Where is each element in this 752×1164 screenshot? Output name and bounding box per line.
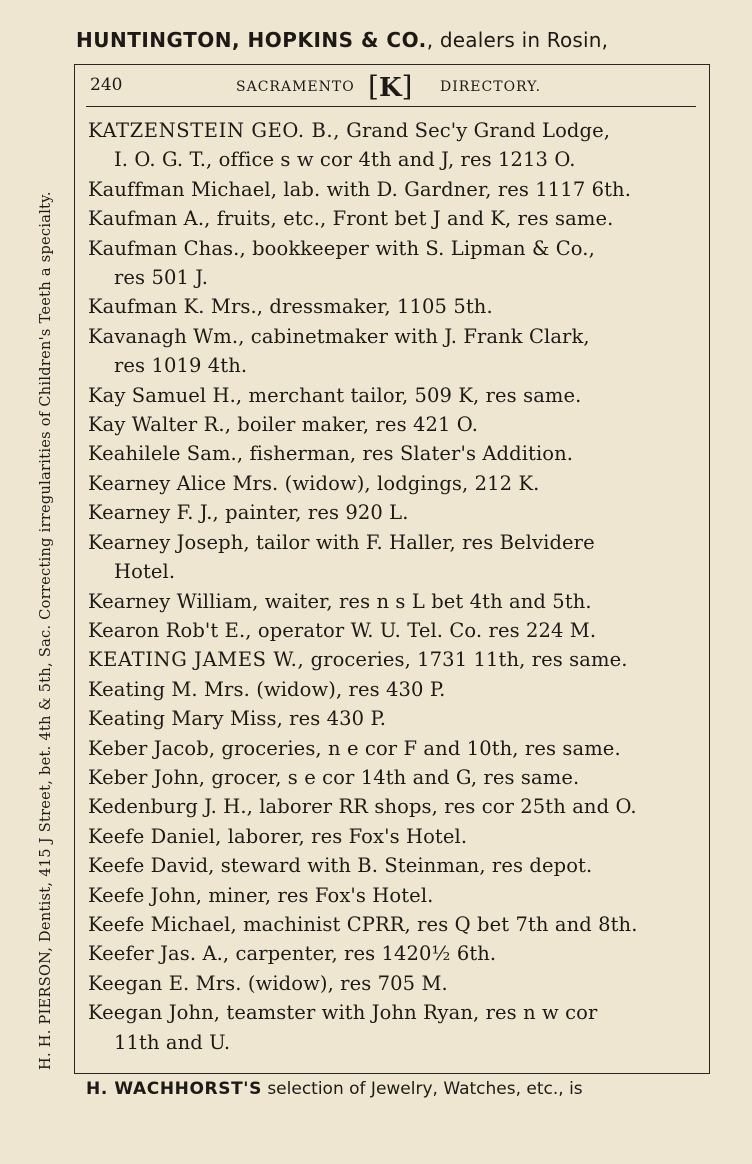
entry-text: (widow), res 705 M. xyxy=(241,971,448,995)
entry-name: Kaufman K. Mrs., xyxy=(88,295,264,319)
header-letter-box: [K] xyxy=(368,70,413,103)
entry-text: painter, res 920 L. xyxy=(218,501,409,525)
bottom-ad-text: selection of Jewelry, Watches, etc., is xyxy=(261,1079,583,1099)
directory-entry xyxy=(88,939,698,968)
directory-entry xyxy=(88,204,698,233)
directory-entry xyxy=(88,322,698,381)
entry-continuation: Hotel. xyxy=(114,560,176,584)
directory-entry xyxy=(88,763,698,792)
entry-continuation: I. O. G. T., office s w cor 4th and J, res 1213 O. xyxy=(114,148,576,172)
entry-name: Kay Samuel H., xyxy=(88,383,243,407)
entry-text: merchant tailor, 509 K, res same. xyxy=(242,383,582,407)
header-letter: K xyxy=(378,73,402,103)
directory-entry xyxy=(88,175,698,204)
entry-text: cabinetmaker with J. Frank Clark, xyxy=(244,324,590,348)
side-advertisement: H. H. PIERSON, Dentist, 415 J Street, bet. 4th & 5th, Sac. Correcting irregularities of Children's Teeth a specialty. xyxy=(38,191,54,1070)
directory-entry xyxy=(88,234,698,293)
directory-entry xyxy=(88,969,698,998)
entry-text: boiler maker, res 421 O. xyxy=(231,413,479,437)
entry-text: lab. with D. Gardner, res 1117 6th. xyxy=(277,177,632,201)
directory-entry xyxy=(88,645,698,674)
entry-text: (widow), lodgings, 212 K. xyxy=(278,471,540,495)
entry-text: miner, res Fox's Hotel. xyxy=(202,883,434,907)
entry-continuation: 11th and U. xyxy=(114,1030,231,1054)
entry-text: machinist CPRR, res Q bet 7th and 8th. xyxy=(236,912,638,936)
directory-entry xyxy=(88,881,698,910)
entry-continuation: res 501 J. xyxy=(114,266,208,290)
entry-name: Keegan John, xyxy=(88,1001,221,1025)
entry-text: laborer, res Fox's Hotel. xyxy=(221,824,468,848)
page-number: 240 xyxy=(90,75,123,95)
directory-entry xyxy=(88,587,698,616)
entry-text: Grand Sec'y Grand Lodge, xyxy=(340,119,611,142)
entry-name: Kearney William, xyxy=(88,589,259,613)
entry-text: operator W. U. Tel. Co. res 224 M. xyxy=(251,618,597,642)
header-city: SACRAMENTO xyxy=(236,79,355,95)
entry-name: Keefe John, xyxy=(88,883,203,907)
entry-text: tailor with F. Haller, res Belvidere xyxy=(249,530,595,554)
top-ad-company: HUNTINGTON, HOPKINS & CO. xyxy=(76,28,427,52)
entry-text: res 430 P. xyxy=(282,707,387,731)
entry-name: Keber Jacob, xyxy=(88,736,216,760)
entry-continuation: res 1019 4th. xyxy=(114,354,248,378)
directory-entry xyxy=(88,792,698,821)
entry-text: laborer RR shops, res cor 25th and O. xyxy=(252,795,637,819)
entry-text: fruits, etc., Front bet J and K, res same. xyxy=(210,207,614,231)
top-ad-text: , dealers in Rosin, xyxy=(426,28,609,52)
directory-entry xyxy=(88,439,698,468)
entry-text: carpenter, res 1420½ 6th. xyxy=(229,942,497,966)
entry-name: KATZENSTEIN GEO. B., xyxy=(88,119,340,142)
directory-entry xyxy=(88,528,698,587)
directory-entry xyxy=(88,498,698,527)
entry-text: (widow), res 430 P. xyxy=(249,677,446,701)
entry-name: Kay Walter R., xyxy=(88,413,231,437)
page-header xyxy=(86,70,696,107)
entry-text: groceries, 1731 11th, res same. xyxy=(304,648,628,672)
directory-entry xyxy=(88,616,698,645)
entry-text: grocer, s e cor 14th and G, res same. xyxy=(205,765,580,789)
entry-name: Keefe Michael, xyxy=(88,912,237,936)
header-directory: DIRECTORY. xyxy=(440,79,542,95)
entry-text: teamster with John Ryan, res n w cor xyxy=(220,1001,598,1025)
entry-name: Kearon Rob't E., xyxy=(88,618,252,642)
entry-name: Kavanagh Wm., xyxy=(88,324,245,348)
directory-entry xyxy=(88,851,698,880)
entry-text: fisherman, res Slater's Addition. xyxy=(243,442,574,466)
entry-text: groceries, n e cor F and 10th, res same. xyxy=(215,736,621,760)
entry-name: Kearney Joseph, xyxy=(88,530,250,554)
bottom-ad-company: H. WACHHORST'S xyxy=(86,1079,262,1099)
top-advertisement xyxy=(76,28,736,52)
directory-entry xyxy=(88,410,698,439)
directory-entry xyxy=(88,675,698,704)
directory-entry xyxy=(88,822,698,851)
entry-name: Keahilele Sam., xyxy=(88,442,244,466)
entry-name: Kauffman Michael, xyxy=(88,177,278,201)
entry-name: Kearney F. J., xyxy=(88,501,219,525)
directory-entry xyxy=(88,292,698,321)
directory-entries xyxy=(88,116,698,1057)
directory-entry xyxy=(88,704,698,733)
entry-name: Kearney Alice Mrs. xyxy=(88,471,279,495)
entry-name: Keefer Jas. A., xyxy=(88,942,230,966)
directory-entry xyxy=(88,910,698,939)
entry-name: KEATING JAMES W., xyxy=(88,648,305,672)
entry-text: steward with B. Steinman, res depot. xyxy=(214,854,593,878)
directory-entry xyxy=(88,998,698,1057)
bottom-advertisement xyxy=(86,1079,706,1099)
entry-text: waiter, res n s L bet 4th and 5th. xyxy=(258,589,592,613)
entry-name: Keating M. Mrs. xyxy=(88,677,250,701)
entry-name: Keefe Daniel, xyxy=(88,824,222,848)
entry-text: dressmaker, 1105 5th. xyxy=(263,295,493,319)
directory-entry xyxy=(88,381,698,410)
directory-entry xyxy=(88,734,698,763)
entry-name: Kaufman Chas., xyxy=(88,236,246,260)
entry-text: bookkeeper with S. Lipman & Co., xyxy=(245,236,595,260)
directory-entry xyxy=(88,116,698,175)
entry-name: Kedenburg J. H., xyxy=(88,795,253,819)
entry-name: Keegan E. Mrs. xyxy=(88,971,242,995)
entry-name: Keating Mary Miss, xyxy=(88,707,283,731)
directory-entry xyxy=(88,469,698,498)
entry-name: Keber John, xyxy=(88,765,206,789)
entry-name: Kaufman A., xyxy=(88,207,211,231)
entry-name: Keefe David, xyxy=(88,854,215,878)
